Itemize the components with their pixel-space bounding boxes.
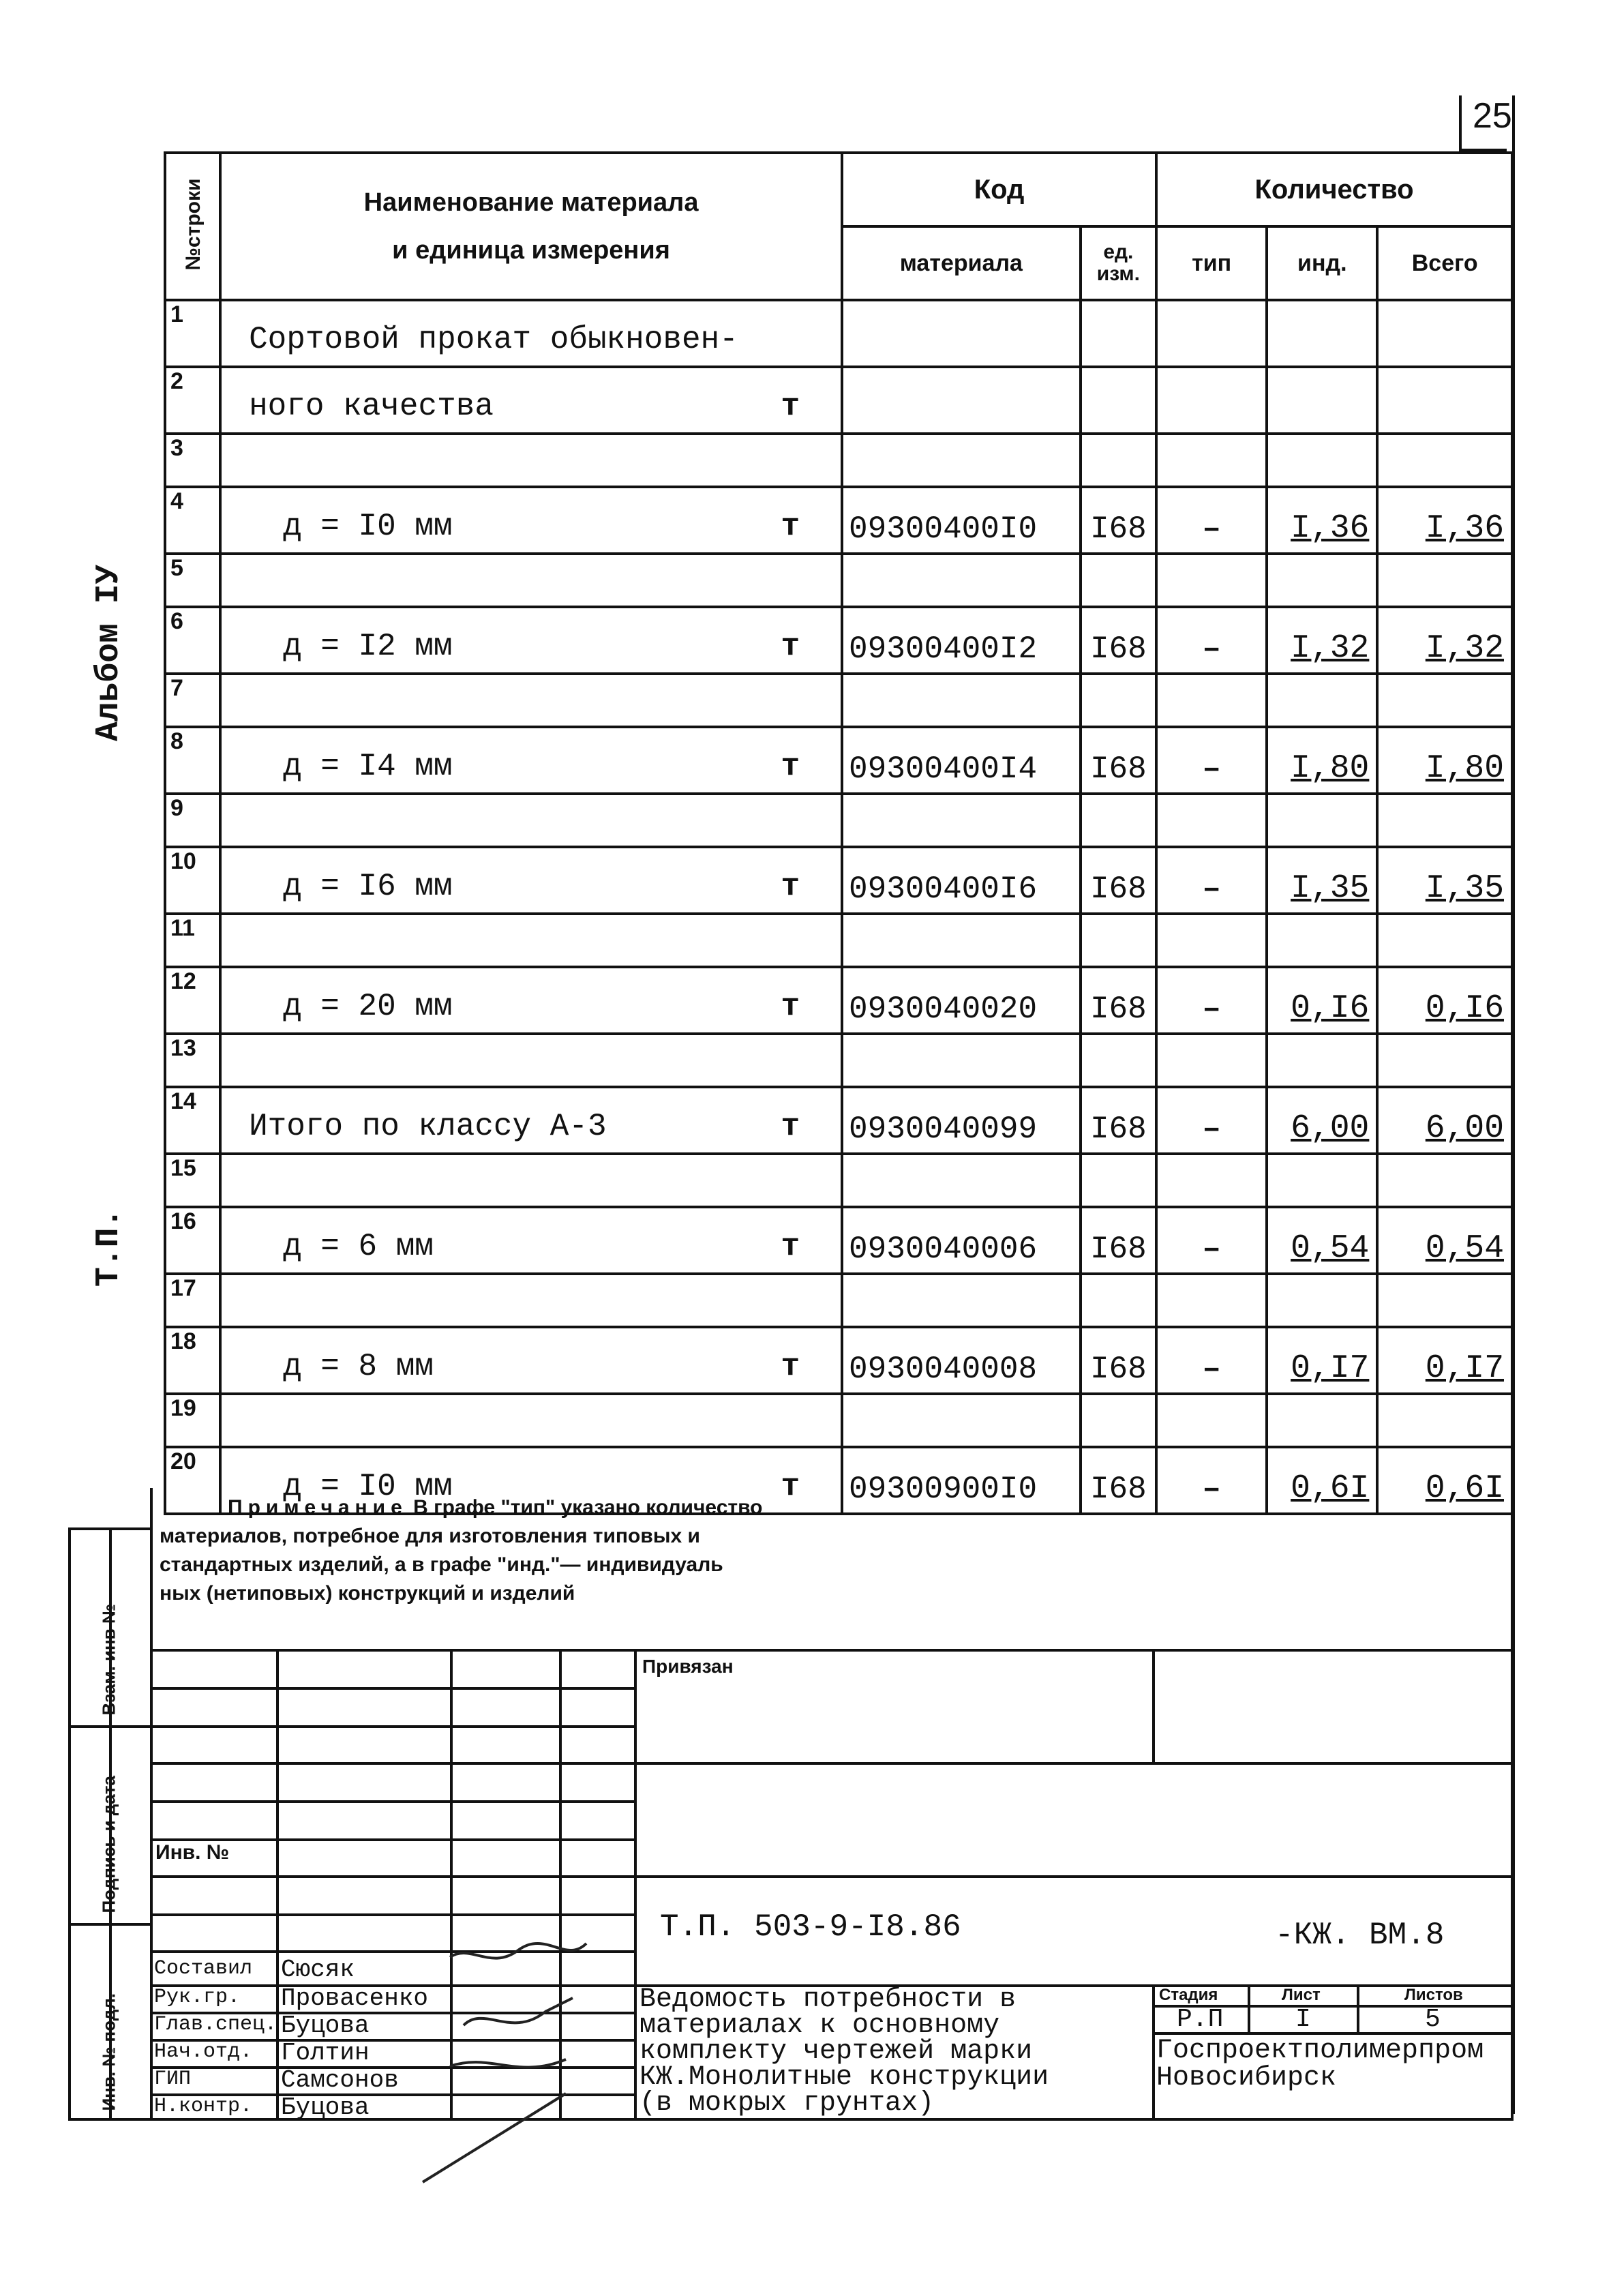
row-number: 17 [165,1274,220,1327]
doc-title-line-3: комплекту чертежей марки [639,2036,1033,2067]
unit-code: I68 [1081,1447,1156,1514]
qty-total [1377,794,1512,847]
material-code [842,1154,1081,1207]
header-row-no-text: №строки [182,178,205,271]
material-unit: т [781,989,800,1024]
unit-code: I68 [1081,727,1156,794]
qty-total: 0,I6 [1377,967,1512,1034]
qty-total [1377,674,1512,727]
doc-title-line-2: материалах к основному [639,2010,1000,2041]
material-name: д = I0 мм [283,509,453,544]
qty-ind [1267,554,1377,607]
qty-ind: 0,I7 [1267,1327,1377,1394]
material-unit: т [781,1469,800,1504]
header-name-line2: и единица измерения [392,236,670,265]
qty-type [1156,674,1267,727]
header-qty-ind: инд. [1267,226,1377,300]
qty-type [1156,914,1267,967]
left-stamp-sep-1 [68,1725,153,1728]
qty-type [1156,1034,1267,1087]
page-number-divider [1459,95,1462,150]
material-name: д = I6 мм [283,869,453,904]
material-name: д = 8 мм [283,1349,434,1384]
material-name-cell [220,607,842,674]
table-row [165,367,1512,434]
unit-code [1081,1034,1156,1087]
qty-type: – [1156,1327,1267,1394]
table-row [165,727,1512,794]
material-code: 09300900I0 [842,1447,1081,1514]
material-code: 0930040099 [842,1087,1081,1154]
role-person: Буцова [281,2093,370,2121]
tb-h3 [150,1762,1514,1765]
table-row [165,1207,1512,1274]
qty-total: 6,00 [1377,1087,1512,1154]
designation: Т.П. 503-9-I8.86 [660,1909,961,1945]
row-number: 7 [165,674,220,727]
qty-type [1156,300,1267,367]
stamp-label-1: Взам. инв № [98,1604,119,1716]
material-name-cell [220,674,842,727]
header-row-1 [165,153,1512,226]
role-person: Провасенко [281,1984,429,2012]
material-name-cell [220,434,842,487]
unit-code [1081,300,1156,367]
material-name: ного качества [249,389,494,424]
row-number: 1 [165,300,220,367]
qty-total [1377,914,1512,967]
material-unit: т [781,1109,800,1144]
material-unit: т [781,509,800,544]
row-number: 10 [165,847,220,914]
qty-type [1156,1274,1267,1327]
material-code [842,554,1081,607]
material-unit: т [781,869,800,904]
material-code [842,674,1081,727]
qty-ind: I,35 [1267,847,1377,914]
material-code [842,794,1081,847]
tb-h6 [150,1875,1514,1878]
row-number: 19 [165,1394,220,1447]
material-code [842,1274,1081,1327]
table-row [165,1327,1512,1394]
table-row [165,967,1512,1034]
material-code [842,367,1081,434]
table-row [165,300,1512,367]
material-name-cell [220,367,842,434]
row-number: 3 [165,434,220,487]
material-code [842,1394,1081,1447]
material-name-cell [220,1154,842,1207]
tb-h1 [150,1687,634,1690]
signature-mark-1 [450,1943,586,1958]
material-code [842,434,1081,487]
qty-type: – [1156,847,1267,914]
row-number: 13 [165,1034,220,1087]
role-title: Нач.отд. [154,2040,253,2063]
org-line-1: Госпроектполимерпром [1156,2036,1484,2066]
row-number: 5 [165,554,220,607]
qty-total: I,36 [1377,487,1512,554]
inv-no-label: Инв. № [155,1841,230,1864]
album-label: Альбом IУ [91,564,127,741]
qty-type: – [1156,607,1267,674]
qty-ind [1267,1394,1377,1447]
signature-mark-2 [464,1998,573,2025]
table-row [165,674,1512,727]
qty-type: – [1156,1207,1267,1274]
qty-type: – [1156,1087,1267,1154]
material-unit: т [781,629,800,664]
qty-total: I,32 [1377,607,1512,674]
role-person: Голтин [281,2039,370,2067]
header-name-line1: Наименование материала [363,188,699,217]
table-row [165,434,1512,487]
qty-ind: 0,54 [1267,1207,1377,1274]
tb-h2 [150,1725,634,1728]
unit-code: I68 [1081,847,1156,914]
org-line-2: Новосибирск [1156,2063,1337,2093]
material-code: 0930040008 [842,1327,1081,1394]
row-number: 8 [165,727,220,794]
row-number: 15 [165,1154,220,1207]
qty-ind [1267,1154,1377,1207]
qty-ind: 0,I6 [1267,967,1377,1034]
unit-code [1081,794,1156,847]
qty-type: – [1156,727,1267,794]
row-number: 16 [165,1207,220,1274]
row-number: 6 [165,607,220,674]
qty-ind: I,36 [1267,487,1377,554]
material-name-cell [220,967,842,1034]
role-title: Составил [154,1957,253,1980]
qty-ind [1267,1034,1377,1087]
unit-code [1081,1274,1156,1327]
tb-v5 [1152,1649,1155,1765]
material-code: 09300400I4 [842,727,1081,794]
doc-title-line-5: (в мокрых грунтах) [639,2088,935,2119]
table-row [165,607,1512,674]
material-name: д = I4 мм [283,749,453,784]
sheets-value: 5 [1425,2005,1441,2034]
role-person: Буцова [281,2012,370,2040]
qty-total [1377,1394,1512,1447]
qty-type [1156,1394,1267,1447]
qty-type [1156,367,1267,434]
material-code: 09300400I0 [842,487,1081,554]
material-name: Итого по классу А-3 [249,1109,607,1144]
note-block [150,1488,1514,1652]
material-unit: т [781,749,800,784]
material-name: д = 6 мм [283,1229,434,1264]
tb-h7 [150,1913,634,1916]
material-name: Сортовой прокат обыкновен- [249,322,738,357]
table-row [165,847,1512,914]
qty-ind [1267,1274,1377,1327]
material-name-cell [220,1034,842,1087]
row-number: 14 [165,1087,220,1154]
signature-scribbles [409,1930,627,2203]
row-number: 2 [165,367,220,434]
qty-total: I,80 [1377,727,1512,794]
unit-code [1081,914,1156,967]
role-person: Самсонов [281,2066,399,2094]
tb-stage-v2 [1357,1984,1359,2032]
privyazan-label: Привязан [642,1656,734,1677]
qty-total [1377,1154,1512,1207]
qty-total: 0,6I [1377,1447,1512,1514]
qty-ind [1267,367,1377,434]
material-name-cell [220,300,842,367]
unit-code [1081,674,1156,727]
material-unit: т [781,389,800,424]
table-row [165,1394,1512,1447]
designation-suffix: -КЖ. ВМ.8 [1275,1918,1445,1953]
tb-h4 [150,1800,634,1803]
page-number: 25 [1473,96,1512,136]
material-name-cell [220,1274,842,1327]
material-name-cell [220,487,842,554]
material-code [842,914,1081,967]
qty-total [1377,1034,1512,1087]
note-line3: стандартных изделий, а в графе "инд."— индивидуаль [160,1553,723,1576]
material-unit: т [781,1349,800,1384]
sheet-label: Лист [1282,1986,1321,2004]
material-name: д = 20 мм [283,989,453,1024]
qty-total [1377,554,1512,607]
table-row [165,1154,1512,1207]
header-qty: Количество [1156,153,1512,226]
unit-code [1081,554,1156,607]
note-line1: В графе "тип" указано количество [413,1496,763,1519]
material-name-cell [220,727,842,794]
tb-stage-v1 [1248,1984,1250,2032]
qty-type [1156,794,1267,847]
role-title: Глав.спец. [154,2013,277,2036]
material-name: д = I0 мм [283,1469,453,1504]
material-name-cell [220,1207,842,1274]
sheets-label: Листов [1404,1986,1463,2004]
qty-type: – [1156,1447,1267,1514]
material-code [842,300,1081,367]
row-number: 18 [165,1327,220,1394]
note-line4: ных (нетиповых) конструкций и изделий [160,1582,575,1605]
signature-mark-4 [423,2093,566,2182]
table-row [165,1034,1512,1087]
table-row [165,1274,1512,1327]
note-lead: Примечание [228,1496,408,1519]
qty-ind [1267,674,1377,727]
unit-code: I68 [1081,967,1156,1034]
qty-total: 0,I7 [1377,1327,1512,1394]
sheet-value: I [1295,2005,1311,2034]
note-line2: материалов, потребное для изготовления типовых и [160,1525,700,1547]
row-number: 9 [165,794,220,847]
qty-ind [1267,434,1377,487]
header-qty-type: тип [1156,226,1267,300]
qty-ind: I,80 [1267,727,1377,794]
qty-type: – [1156,487,1267,554]
qty-ind: 6,00 [1267,1087,1377,1154]
material-name: д = I2 мм [283,629,453,664]
stamp-label-2: Подпись и дата [98,1776,119,1913]
qty-type [1156,554,1267,607]
header-row-no [165,153,220,300]
unit-code [1081,434,1156,487]
material-code: 0930040006 [842,1207,1081,1274]
material-name-cell [220,914,842,967]
role-title: ГИП [154,2068,192,2091]
unit-code: I68 [1081,1087,1156,1154]
row-number: 11 [165,914,220,967]
header-code-unit: ед. изм. [1081,226,1156,300]
row-number: 20 [165,1447,220,1514]
stamp-label-3: Инв. № подл. [98,1993,119,2111]
qty-ind: 0,6I [1267,1447,1377,1514]
tb-v1 [276,1649,279,2121]
qty-type: – [1156,967,1267,1034]
unit-code [1081,367,1156,434]
table-row [165,554,1512,607]
material-code: 09300400I2 [842,607,1081,674]
header-code: Код [842,153,1156,226]
qty-total [1377,367,1512,434]
row-number: 12 [165,967,220,1034]
material-name-cell [220,554,842,607]
table-row [165,487,1512,554]
qty-total [1377,300,1512,367]
stage-value: Р.П [1177,2005,1224,2034]
doc-title-line-1: Ведомость потребности в [639,1984,1017,2015]
header-qty-total: Всего [1377,226,1512,300]
material-code: 09300400I6 [842,847,1081,914]
qty-total: I,35 [1377,847,1512,914]
role-person: Сюсяк [281,1956,355,1984]
stage-label: Стадия [1159,1986,1218,2004]
unit-code: I68 [1081,1207,1156,1274]
qty-ind: I,32 [1267,607,1377,674]
tp-label: Т.П. [91,1208,127,1287]
material-code: 0930040020 [842,967,1081,1034]
qty-total [1377,1274,1512,1327]
qty-ind [1267,794,1377,847]
material-name-cell [220,1394,842,1447]
table-row [165,1087,1512,1154]
role-title: Н.контр. [154,2095,253,2118]
doc-title [639,1984,1049,2119]
material-unit: т [781,1229,800,1264]
doc-title-line-4: КЖ.Монолитные конструкции [639,2062,1049,2093]
material-name-cell [220,847,842,914]
qty-ind [1267,300,1377,367]
header-name [220,153,842,300]
qty-type [1156,434,1267,487]
table-row [165,914,1512,967]
note-text [160,1493,762,1608]
material-code [842,1034,1081,1087]
qty-type [1156,1154,1267,1207]
qty-ind [1267,914,1377,967]
unit-code: I68 [1081,607,1156,674]
qty-total [1377,434,1512,487]
left-stamp-sep-2 [68,1923,153,1926]
qty-total: 0,54 [1377,1207,1512,1274]
header-code-material: материала [842,226,1081,300]
tb-v4 [634,1649,637,2121]
material-name-cell [220,1327,842,1394]
row-number: 4 [165,487,220,554]
material-name-cell [220,1087,842,1154]
material-name-cell [220,794,842,847]
materials-table [164,151,1514,1515]
org [1156,2038,1484,2092]
unit-code [1081,1154,1156,1207]
signature-mark-3 [450,2059,566,2068]
role-title: Рук.гр. [154,1986,241,2009]
table-row [165,794,1512,847]
unit-code: I68 [1081,487,1156,554]
unit-code: I68 [1081,1327,1156,1394]
unit-code [1081,1394,1156,1447]
